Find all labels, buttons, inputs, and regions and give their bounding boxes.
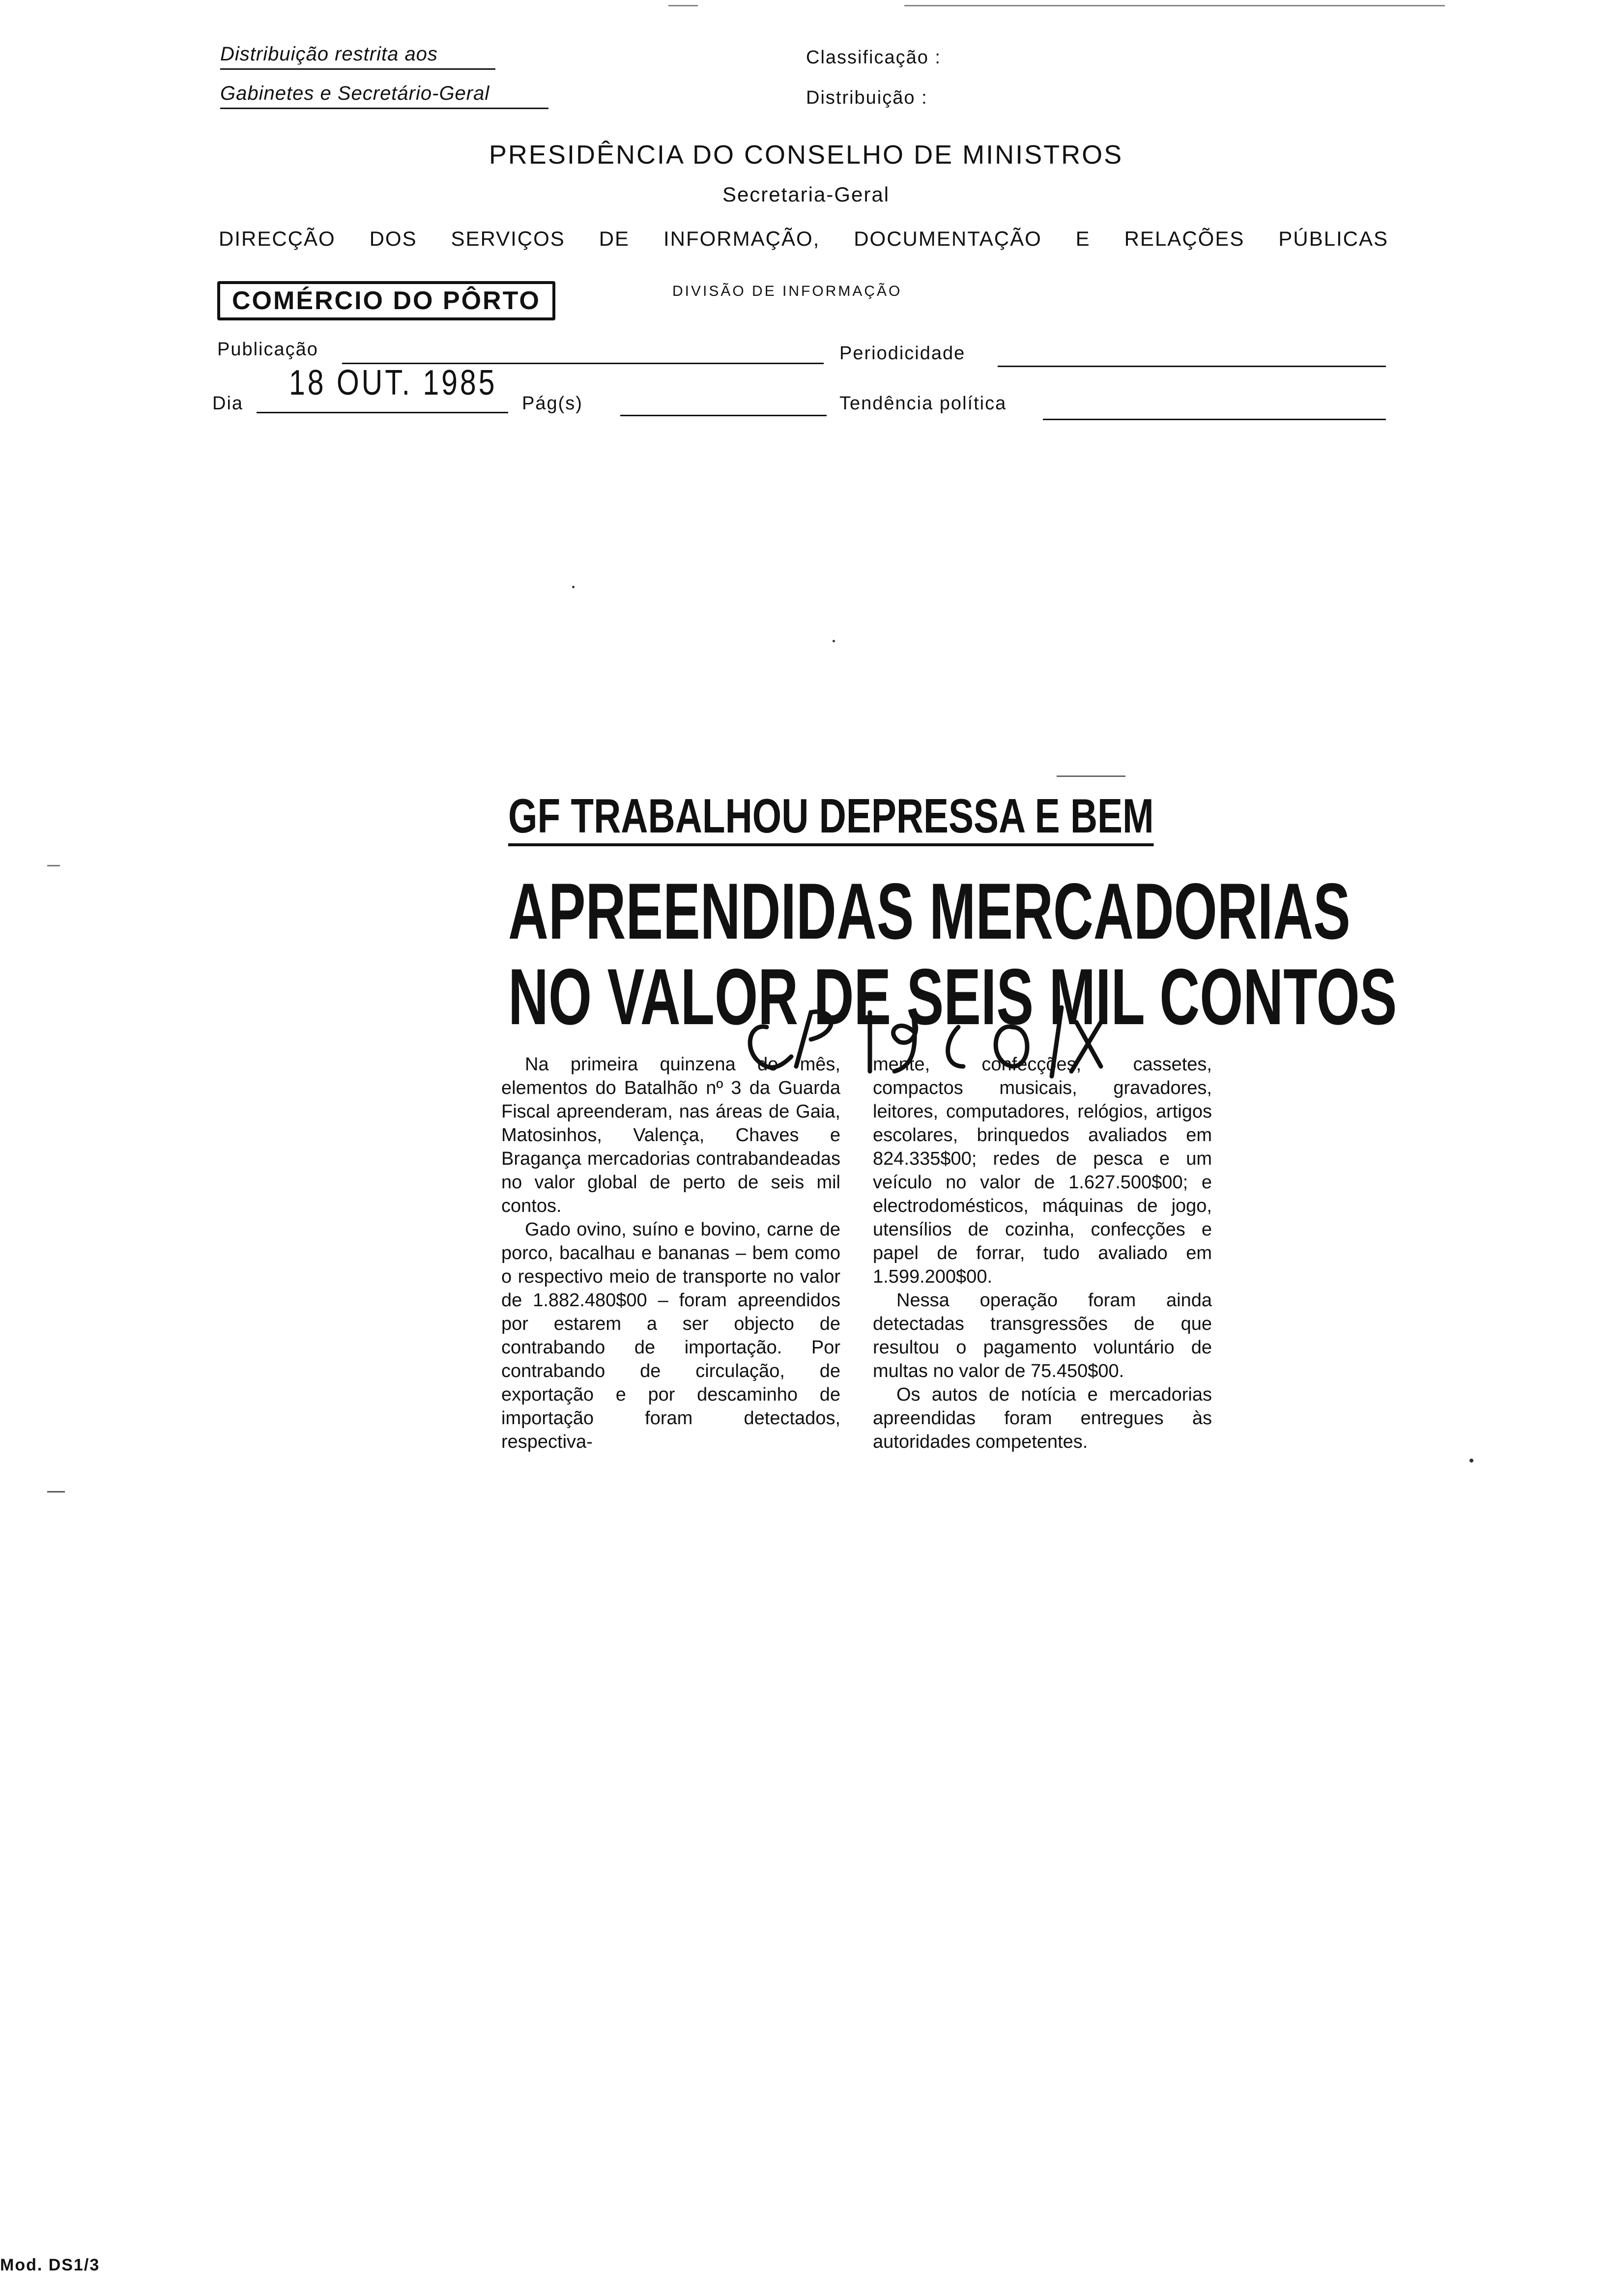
article-paragraph: mente, confecções, cassetes, compactos musicais, gravadores, leitores, computadores, relógios, artigos escolares, brinquedos avaliados em 824.335$00; redes de pesca e um veículo no valor de 1.627.500$00; e electrodomésticos, máquinas de jogo, utensílios de cozinha, confecções e papel de forrar, tudo avaliado em 1.599.200$00. [873,1054,1212,1287]
article-column-2 [873,1053,1212,1454]
distribution-restriction-line1: Distribuição restrita aos [220,43,495,70]
speck [833,640,835,642]
margin-mark [47,865,60,866]
classification-label: Classificação : [806,47,941,68]
tendencia-label: Tendência política [839,393,1007,414]
article-kicker: GF TRABALHOU DEPRESSA E BEM [508,788,1154,846]
division-line: DIVISÃO DE INFORMAÇÃO [672,283,902,299]
article-paragraph: Os autos de notícia e mercadorias apreendidas foram entregues às autoridades competentes. [873,1384,1212,1452]
margin-mark [47,1491,65,1492]
tendencia-field-line [1043,419,1386,420]
periodicidade-label: Periodicidade [839,343,966,364]
clip-edge-mark [1057,775,1125,777]
date-value: 18 OUT. 1985 [289,363,497,402]
dia-label: Dia [212,393,244,414]
directorate-line: DIRECÇÃO DOS SERVIÇOS DE INFORMAÇÃO, DOCUMENTAÇÃO E RELAÇÕES PÚBLICAS [219,227,1388,250]
article-paragraph: Gado ovino, suíno e bovino, carne de porco, bacalhau e bananas – bem como o respectivo meio de transporte no valor de 1.882.480$00 – foram apreendidos por estarem a ser objecto de contrabando de importação. Por contrabando de circulação, de exportação e por descaminho de importação foram detectados, respectiva- [501,1219,840,1452]
distribution-restriction-line2: Gabinetes e Secretário-Geral [220,83,548,109]
article-paragraph: Na primeira quinzena do mês, elementos do Batalhão nº 3 da Guarda Fiscal apreenderam, nas áreas de Gaia, Matosinhos, Valença, Chaves e Bragança mercadorias contrabandeadas no valor global de perto de seis mil contos. [501,1054,840,1216]
page-subtitle: Secretaria-Geral [722,183,890,206]
distribution-label: Distribuição : [806,87,928,108]
speck [1469,1459,1473,1463]
article-headline-line2: NO VALOR DE SEIS MIL CONTOS [508,952,1397,1041]
article-paragraph: Nessa operação foram ainda detectadas transgressões de que resultou o pagamento voluntário de multas no valor de 75.450$00. [873,1290,1212,1381]
top-edge-line [668,5,698,6]
article-headline-line1: APREENDIDAS MERCADORIAS [508,867,1351,956]
article-column-1 [501,1053,840,1454]
form-model-label: Mod. DS1/3 [0,2256,100,2274]
page-title: PRESIDÊNCIA DO CONSELHO DE MINISTROS [489,140,1123,170]
speck [572,586,575,588]
periodicidade-field-line [998,366,1386,367]
publication-stamp: COMÉRCIO DO PÔRTO [217,281,555,320]
top-edge-line [904,5,1445,6]
dia-field-line [257,412,508,413]
publicacao-label: Publicação [217,339,318,360]
pags-field-line [620,415,827,416]
pags-label: Pág(s) [522,393,583,414]
